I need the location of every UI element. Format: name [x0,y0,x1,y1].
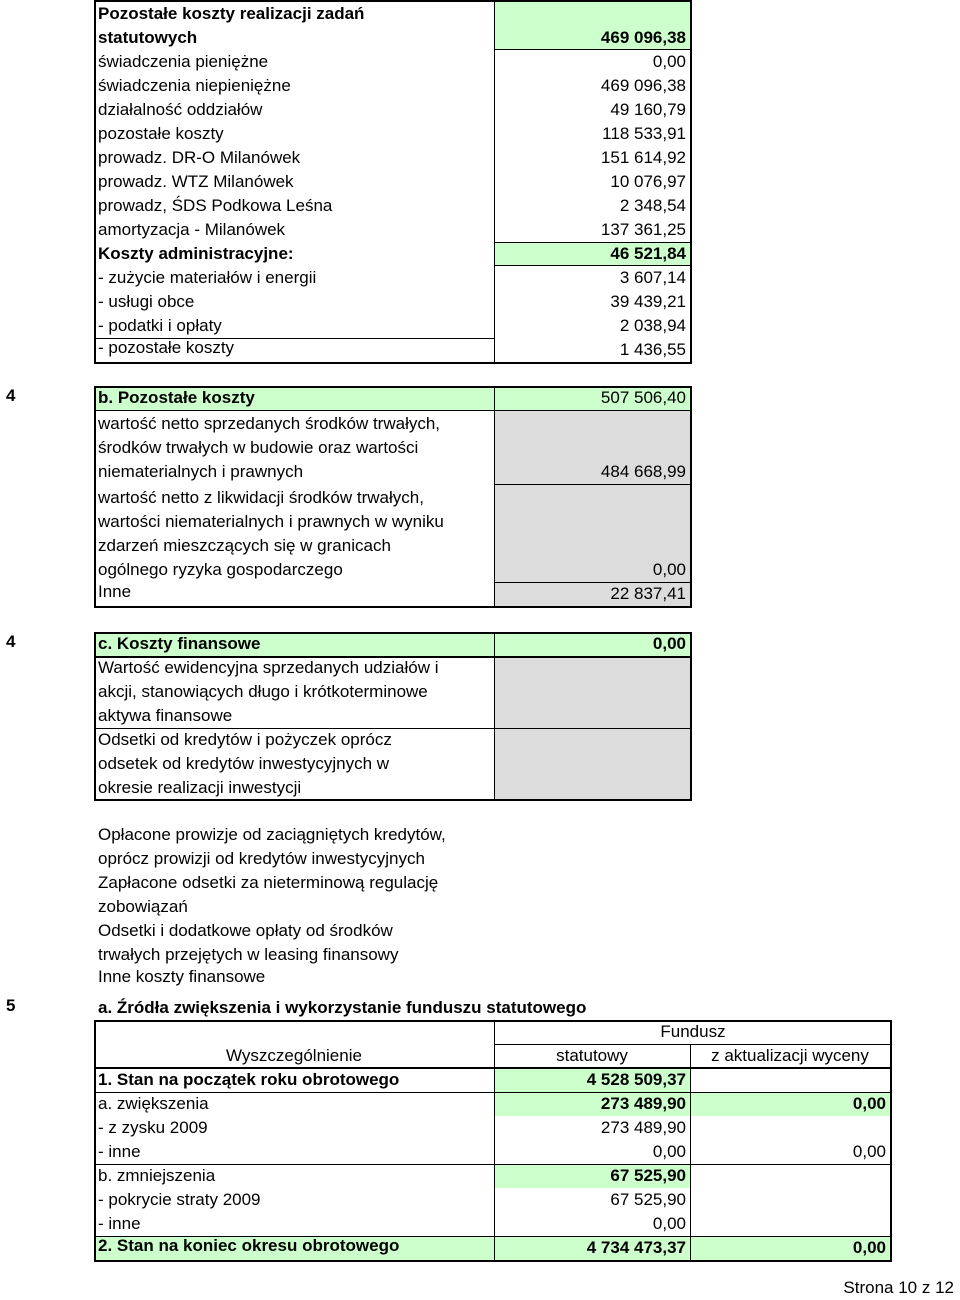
row-value: 4 528 509,37 [586,1070,686,1089]
item-label-line: Odsetki od kredytów i pożyczek oprócz [98,730,392,749]
section-number: 4 [6,386,16,405]
row-value: 469 096,38 [600,76,686,95]
section-number: 4 [6,632,16,651]
row-label: prowadz. DR-O Milanówek [98,148,301,167]
item-label-line: Zapłacone odsetki za nieterminową regulację [98,873,439,892]
row-value: 0,00 [852,1094,886,1113]
row-divider [494,484,690,485]
row-label: - pokrycie straty 2009 [98,1190,261,1209]
row-value: 67 525,90 [610,1166,686,1185]
row-value: 0,00 [852,1238,886,1257]
row-label: Pozostałe koszty realizacji zadań [98,4,365,23]
item-label-line: Opłacone prowizje od zaciągniętych kredytów, [98,825,446,844]
item-label-line: wartość netto sprzedanych środków trwałych, [98,414,441,433]
row-value: 273 489,90 [600,1118,686,1137]
row-value: 67 525,90 [610,1190,686,1209]
page-number: Strona 10 z 12 [843,1278,954,1297]
item-label-line: odsetek od kredytów inwestycyjnych w [98,754,390,773]
row-label: - podatki i opłaty [98,316,222,335]
header-group: Fundusz [660,1022,726,1041]
row-value: 39 439,21 [610,292,686,311]
row-label: - usługi obce [98,292,195,311]
item-label-line: wartości niematerialnych i prawnych w wyniku [98,512,444,531]
row-label: świadczenia niepieniężne [98,76,291,95]
row-value: 49 160,79 [610,100,686,119]
item-label-line: zobowiązań [98,897,188,916]
row-label: 2. Stan na koniec okresu obrotowego [98,1236,400,1255]
row-value: 118 533,91 [602,124,686,143]
row-value: 0,00 [652,1214,686,1233]
item-label-line: Inne koszty finansowe [98,967,266,986]
row-label: - z zysku 2009 [98,1118,208,1137]
row-value: 1 436,55 [619,340,686,359]
row-label: prowadz, ŚDS Podkowa Leśna [98,196,333,215]
row-label: - inne [98,1142,141,1161]
row-value: 10 076,97 [610,172,686,191]
row-label: Koszty administracyjne: [98,244,294,263]
row-label: świadczenia pieniężne [98,52,269,71]
row-label: pozostałe koszty [98,124,224,143]
section-title: c. Koszty finansowe [98,634,261,653]
section-title: a. Źródła zwiększenia i wykorzystanie funduszu statutowego [98,998,587,1017]
item-value: 0,00 [652,560,686,579]
row-divider [94,410,692,411]
row-label: - pozostałe koszty [98,338,235,357]
item-label-line: aktywa finansowe [98,706,233,725]
row-value: 151 614,92 [600,148,686,167]
row-label: działalność oddziałów [98,100,263,119]
item-label-line: trwałych przejętych w leasing finansowy [98,945,399,964]
section-total: 0,00 [652,634,686,653]
section-total: 507 506,40 [600,388,686,407]
item-label-line: niematerialnych i prawnych [98,462,304,481]
column-header: Wyszczególnienie [226,1046,362,1065]
row-value: 137 361,25 [600,220,686,239]
value-cell [494,728,690,800]
item-label-line: okresie realizacji inwestycji [98,778,302,797]
row-value: 3 607,14 [619,268,686,287]
row-value: 46 521,84 [610,244,686,263]
item-value: 22 837,41 [610,584,686,603]
row-value: 4 734 473,37 [586,1238,686,1257]
row-label: statutowych [98,28,198,47]
row-label: b. zmniejszenia [98,1166,216,1185]
item-label-line: Wartość ewidencyjna sprzedanych udziałów i [98,658,439,677]
row-label: - zużycie materiałów i energii [98,268,317,287]
row-value: 469 096,38 [600,28,686,47]
item-label-line: wartość netto z likwidacji środków trwałych, [98,488,424,507]
row-label: 1. Stan na początek roku obrotowego [98,1070,400,1089]
row-value: 0,00 [852,1142,886,1161]
item-label-line: ogólnego ryzyka gospodarczego [98,560,343,579]
row-label: a. zwiększenia [98,1094,209,1113]
column-header: z aktualizacji wyceny [711,1046,869,1065]
row-value: 2 038,94 [619,316,686,335]
item-value: 484 668,99 [600,462,686,481]
item-label-line: oprócz prowizji od kredytów inwestycyjnych [98,849,425,868]
item-label: Inne [98,582,132,601]
row-value: 2 348,54 [619,196,686,215]
item-label-line: akcji, stanowiących długo i krótkoterminowe [98,682,428,701]
item-label-line: Odsetki i dodatkowe opłaty od środków [98,921,393,940]
row-value: 273 489,90 [600,1094,686,1113]
section-number: 5 [6,996,16,1015]
row-label: prowadz. WTZ Milanówek [98,172,294,191]
row-value: 0,00 [652,52,686,71]
column-header: statutowy [556,1046,628,1065]
row-label: - inne [98,1214,141,1233]
item-label-line: zdarzeń mieszczących się w granicach [98,536,391,555]
row-value: 0,00 [652,1142,686,1161]
row-label: amortyzacja - Milanówek [98,220,286,239]
section-title: b. Pozostałe koszty [98,388,255,407]
value-cell [494,656,690,728]
item-label-line: środków trwałych w budowie oraz wartości [98,438,419,457]
